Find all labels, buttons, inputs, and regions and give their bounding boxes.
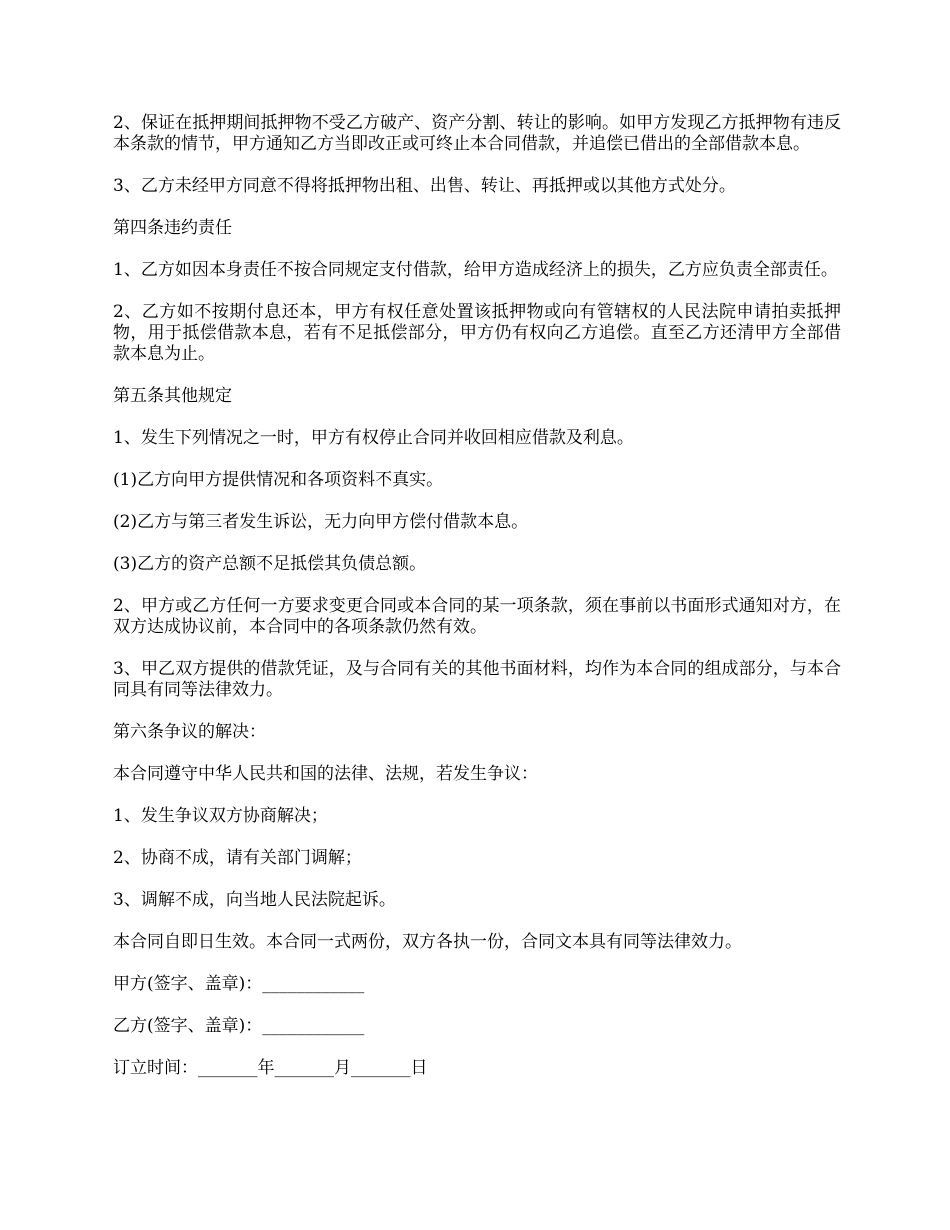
clause-paragraph: (1)乙方向甲方提供情况和各项资料不真实。 — [113, 470, 444, 490]
clause-paragraph: 1、发生争议双方协商解决； — [113, 806, 328, 826]
section-heading: 第五条其他规定 — [113, 386, 232, 406]
clause-paragraph: 3、甲乙双方提供的借款凭证，及与合同有关的其他书面材料，均作为本合同的组成部分，与本合同具有同等法律效力。 — [113, 659, 841, 700]
clause-paragraph: (2)乙方与第三者发生诉讼，无力向甲方偿付借款本息。 — [113, 512, 529, 532]
contract-body — [113, 113, 841, 1100]
clause-paragraph: 2、甲方或乙方任何一方要求变更合同或本合同的某一项条款，须在事前以书面形式通知对方，在双方达成协议前，本合同中的各项条款仍然有效。 — [113, 596, 841, 637]
section-heading: 第四条违约责任 — [113, 218, 232, 238]
clause-paragraph: 3、乙方未经甲方同意不得将抵押物出租、出售、转让、再抵押或以其他方式处分。 — [113, 176, 736, 196]
section-heading: 第六条争议的解决： — [113, 722, 266, 742]
clause-paragraph: 2、协商不成，请有关部门调解； — [113, 848, 362, 868]
clause-paragraph: 1、乙方如因本身责任不按合同规定支付借款，给甲方造成经济上的损失，乙方应负责全部责任。 — [113, 260, 838, 280]
party-b-signature-line: 乙方(签字、盖章)：____________ — [113, 1016, 365, 1036]
party-a-signature-line: 甲方(签字、盖章)：____________ — [113, 974, 365, 994]
clause-paragraph: 本合同遵守中华人民共和国的法律、法规，若发生争议： — [113, 764, 538, 784]
clause-paragraph: 2、保证在抵押期间抵押物不受乙方破产、资产分割、转让的影响。如甲方发现乙方抵押物有违反本条款的情节，甲方通知乙方当即改正或可终止本合同借款，并追偿已借出的全部借款本息。 — [113, 113, 841, 154]
signing-date-line: 订立时间：_______年_______月_______日 — [113, 1058, 428, 1078]
clause-paragraph: 本合同自即日生效。本合同一式两份，双方各执一份，合同文本具有同等法律效力。 — [113, 932, 742, 952]
clause-paragraph: 3、调解不成，向当地人民法院起诉。 — [113, 890, 396, 910]
clause-paragraph: 2、乙方如不按期付息还本，甲方有权任意处置该抵押物或向有管辖权的人民法院申请拍卖抵押物，用于抵偿借款本息，若有不足抵偿部分，甲方仍有权向乙方追偿。直至乙方还清甲方全部借款本息为止。 — [113, 302, 841, 364]
clause-paragraph: (3)乙方的资产总额不足抵偿其负债总额。 — [113, 554, 427, 574]
clause-paragraph: 1、发生下列情况之一时，甲方有权停止合同并收回相应借款及利息。 — [113, 428, 634, 448]
